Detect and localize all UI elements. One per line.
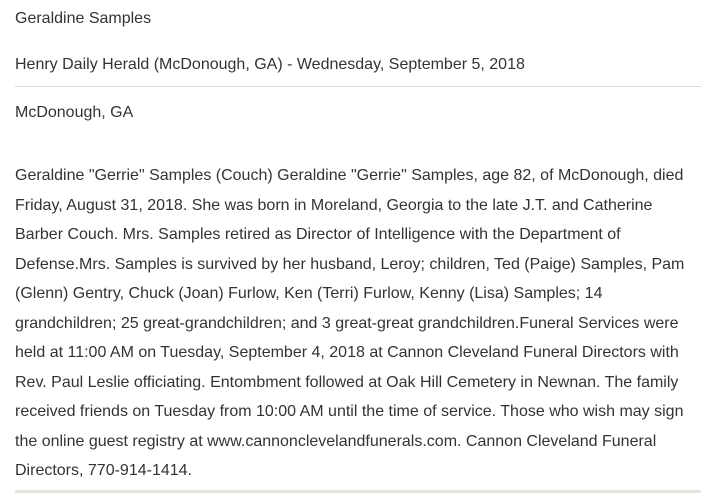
- obituary-location: McDonough, GA: [15, 104, 134, 121]
- divider: [15, 86, 701, 87]
- divider: [15, 490, 701, 493]
- obituary-name: Geraldine Samples: [15, 10, 152, 27]
- obituary-body: Geraldine "Gerrie" Samples (Couch) Geraldine "Gerrie" Samples, age 82, of McDonough, died Friday, August 31, 2018. She was born in Moreland, Georgia to the late J.T. and Catherine Barber Couch. Mrs. Samples retired as Director of Intelligence with the Department of Defense.Mrs. Samples is survived by her husband, Leroy; children, Ted (Paige) Samples, Pam (Glenn) Gentry, Chuck (Joan) Furlow, Ken (Terri) Furlow, Kenny (Lisa) Samples; 14 grandchildren; 25 great-grandchildren; and 3 great-great grandchildren.Funeral Services were held at 11:00 AM on Tuesday, September 4, 2018 at Cannon Cleveland Funeral Directors with Rev. Paul Leslie officiating. Entombment followed at Oak Hill Cemetery in Newnan. The family received friends on Tuesday from 10:00 AM until the time of service. Those who wish may sign the online guest registry at www.cannonclevelandfunerals.com. Cannon Cleveland Funeral Directors, 770-914-1414.: [15, 167, 685, 479]
- obituary-source: Henry Daily Herald (McDonough, GA) - Wednesday, September 5, 2018: [15, 56, 525, 73]
